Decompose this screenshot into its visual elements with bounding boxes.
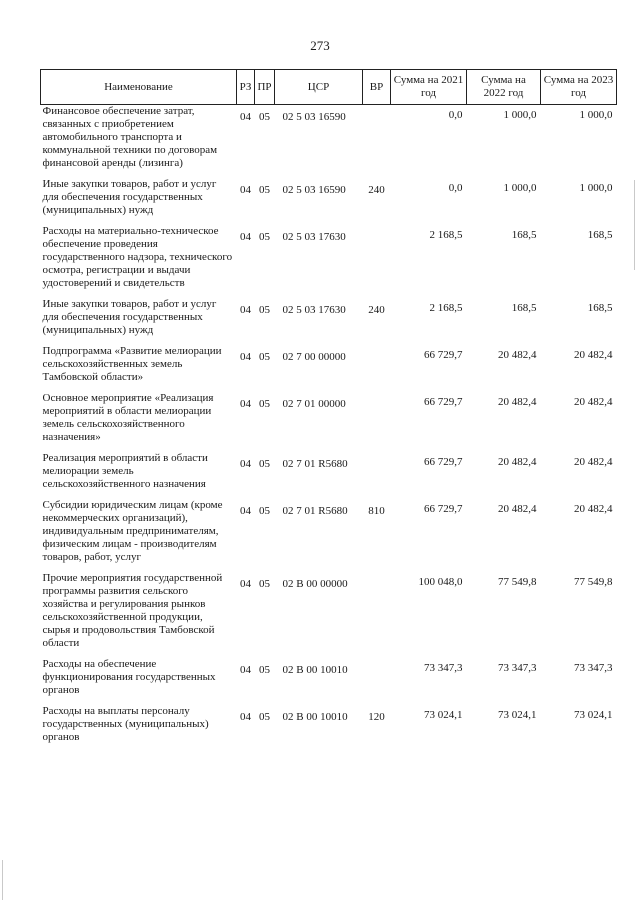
cell-csr: 02 7 01 R5680 — [282, 505, 348, 517]
cell-pr: 05 — [259, 351, 270, 363]
cell-sum-2022: 1 000,0 — [503, 182, 537, 194]
table-row — [41, 658, 617, 705]
table-row — [41, 105, 617, 179]
cell-sum-2022: 73 024,1 — [498, 709, 537, 721]
cell-sum-2023: 77 549,8 — [574, 576, 613, 588]
table-row — [41, 499, 617, 572]
cell-rz: 04 — [240, 505, 251, 517]
cell-sum-2021: 66 729,7 — [424, 456, 463, 468]
cell-sum-2023: 73 347,3 — [574, 662, 613, 674]
header-pr: ПР — [255, 70, 275, 105]
cell-rz: 04 — [240, 398, 251, 410]
cell-vr: 240 — [368, 304, 385, 316]
cell-sum-2023: 20 482,4 — [574, 456, 613, 468]
cell-sum-2023: 168,5 — [587, 229, 613, 241]
header-vr: ВР — [363, 70, 391, 105]
cell-name: Расходы на выплаты персоналу государственных (муниципальных) органов — [42, 705, 209, 743]
cell-csr: 02 7 00 00000 — [282, 351, 346, 363]
cell-sum-2022: 168,5 — [511, 229, 537, 241]
cell-sum-2022: 77 549,8 — [498, 576, 537, 588]
cell-csr: 02 5 03 16590 — [282, 111, 346, 123]
cell-pr: 05 — [259, 231, 270, 243]
cell-name: Иные закупки товаров, работ и услуг для обеспечения государственных (муниципальных) нужд — [42, 178, 217, 216]
cell-sum-2021: 0,0 — [448, 182, 463, 194]
cell-name: Субсидии юридическим лицам (кроме некоммерческих организаций), индивидуальным предпринимателям, физическим лицам - производителям товаров, работ, услуг — [42, 499, 223, 563]
cell-sum-2022: 20 482,4 — [498, 349, 537, 361]
cell-rz: 04 — [240, 664, 251, 676]
cell-pr: 05 — [259, 398, 270, 410]
cell-pr: 05 — [259, 184, 270, 196]
cell-pr: 05 — [259, 711, 270, 723]
cell-sum-2021: 66 729,7 — [424, 396, 463, 408]
cell-name: Финансовое обеспечение затрат, связанных с приобретением автомобильного транспорта и коммунальной техники по договорам финансовой аренды (лизинга) — [42, 105, 218, 169]
cell-name: Расходы на обеспечение функционирования государственных органов — [42, 658, 216, 696]
cell-vr — [363, 392, 391, 452]
cell-sum-2022: 20 482,4 — [498, 503, 537, 515]
cell-name: Основное мероприятие «Реализация мероприятий в области мелиорации земель сельскохозяйственного назначения» — [42, 392, 214, 443]
cell-csr: 02 В 00 00000 — [282, 578, 348, 590]
cell-csr: 02 В 00 10010 — [282, 664, 348, 676]
cell-vr — [363, 452, 391, 499]
cell-vr: 240 — [368, 184, 385, 196]
header-sum-2022: Сумма на 2022 год — [467, 70, 541, 105]
table-row — [41, 572, 617, 658]
cell-vr — [363, 105, 391, 179]
cell-csr: 02 5 03 16590 — [282, 184, 346, 196]
cell-pr: 05 — [259, 578, 270, 590]
cell-sum-2023: 20 482,4 — [574, 396, 613, 408]
cell-csr: 02 7 01 R5680 — [282, 458, 348, 470]
cell-vr: 810 — [368, 505, 385, 517]
cell-csr: 02 В 00 10010 — [282, 711, 348, 723]
cell-rz: 04 — [240, 231, 251, 243]
cell-name: Подпрограмма «Развитие мелиорации сельскохозяйственных земель Тамбовской области» — [42, 345, 222, 383]
header-rz: РЗ — [237, 70, 255, 105]
cell-sum-2022: 1 000,0 — [503, 109, 537, 121]
table-row — [41, 298, 617, 345]
cell-sum-2023: 168,5 — [587, 302, 613, 314]
table-row — [41, 225, 617, 298]
scan-edge-mark — [634, 180, 635, 270]
cell-csr: 02 5 03 17630 — [282, 231, 346, 243]
cell-name: Реализация мероприятий в области мелиорации земель сельскохозяйственного назначения — [42, 452, 208, 490]
cell-sum-2021: 73 347,3 — [424, 662, 463, 674]
cell-sum-2023: 1 000,0 — [579, 109, 613, 121]
cell-sum-2021: 66 729,7 — [424, 503, 463, 515]
cell-csr: 02 5 03 17630 — [282, 304, 346, 316]
cell-pr: 05 — [259, 111, 270, 123]
header-sum-2021: Сумма на 2021 год — [391, 70, 467, 105]
cell-sum-2022: 73 347,3 — [498, 662, 537, 674]
cell-vr: 120 — [368, 711, 385, 723]
cell-rz: 04 — [240, 351, 251, 363]
cell-rz: 04 — [240, 458, 251, 470]
cell-pr: 05 — [259, 458, 270, 470]
table-row — [41, 345, 617, 392]
cell-sum-2023: 1 000,0 — [579, 182, 613, 194]
cell-rz: 04 — [240, 711, 251, 723]
cell-csr: 02 7 01 00000 — [282, 398, 346, 410]
cell-sum-2023: 20 482,4 — [574, 349, 613, 361]
header-sum-2023: Сумма на 2023 год — [541, 70, 617, 105]
table-row — [41, 178, 617, 225]
cell-vr — [363, 658, 391, 705]
cell-rz: 04 — [240, 578, 251, 590]
cell-sum-2022: 168,5 — [511, 302, 537, 314]
cell-name: Расходы на материально-техническое обеспечение проведения государственного надзора, технического осмотра, регистрации и выдачи удостоверений и свидетельств — [42, 225, 233, 289]
table-header-row — [41, 70, 617, 105]
cell-pr: 05 — [259, 664, 270, 676]
cell-rz: 04 — [240, 111, 251, 123]
cell-sum-2023: 20 482,4 — [574, 503, 613, 515]
cell-sum-2021: 66 729,7 — [424, 349, 463, 361]
header-name: Наименование — [41, 70, 237, 105]
budget-table — [40, 69, 617, 752]
cell-sum-2023: 73 024,1 — [574, 709, 613, 721]
cell-vr — [363, 572, 391, 658]
cell-name: Прочие мероприятия государственной программы развития сельского хозяйства и регулирования рынков сельскохозяйственной продукции, сырья и продовольствия Тамбовской области — [42, 572, 223, 649]
cell-rz: 04 — [240, 184, 251, 196]
header-csr: ЦСР — [275, 70, 363, 105]
cell-vr — [363, 225, 391, 298]
cell-pr: 05 — [259, 505, 270, 517]
cell-sum-2021: 73 024,1 — [424, 709, 463, 721]
cell-sum-2021: 2 168,5 — [429, 302, 463, 314]
cell-sum-2021: 0,0 — [448, 109, 463, 121]
cell-rz: 04 — [240, 304, 251, 316]
cell-name: Иные закупки товаров, работ и услуг для обеспечения государственных (муниципальных) нужд — [42, 298, 217, 336]
table-row — [41, 452, 617, 499]
cell-vr — [363, 345, 391, 392]
table-row — [41, 705, 617, 752]
cell-sum-2022: 20 482,4 — [498, 396, 537, 408]
scan-edge-mark — [2, 860, 3, 900]
cell-sum-2021: 100 048,0 — [418, 576, 463, 588]
cell-sum-2021: 2 168,5 — [429, 229, 463, 241]
cell-pr: 05 — [259, 304, 270, 316]
table-row — [41, 392, 617, 452]
page-number: 273 — [310, 38, 330, 53]
cell-sum-2022: 20 482,4 — [498, 456, 537, 468]
